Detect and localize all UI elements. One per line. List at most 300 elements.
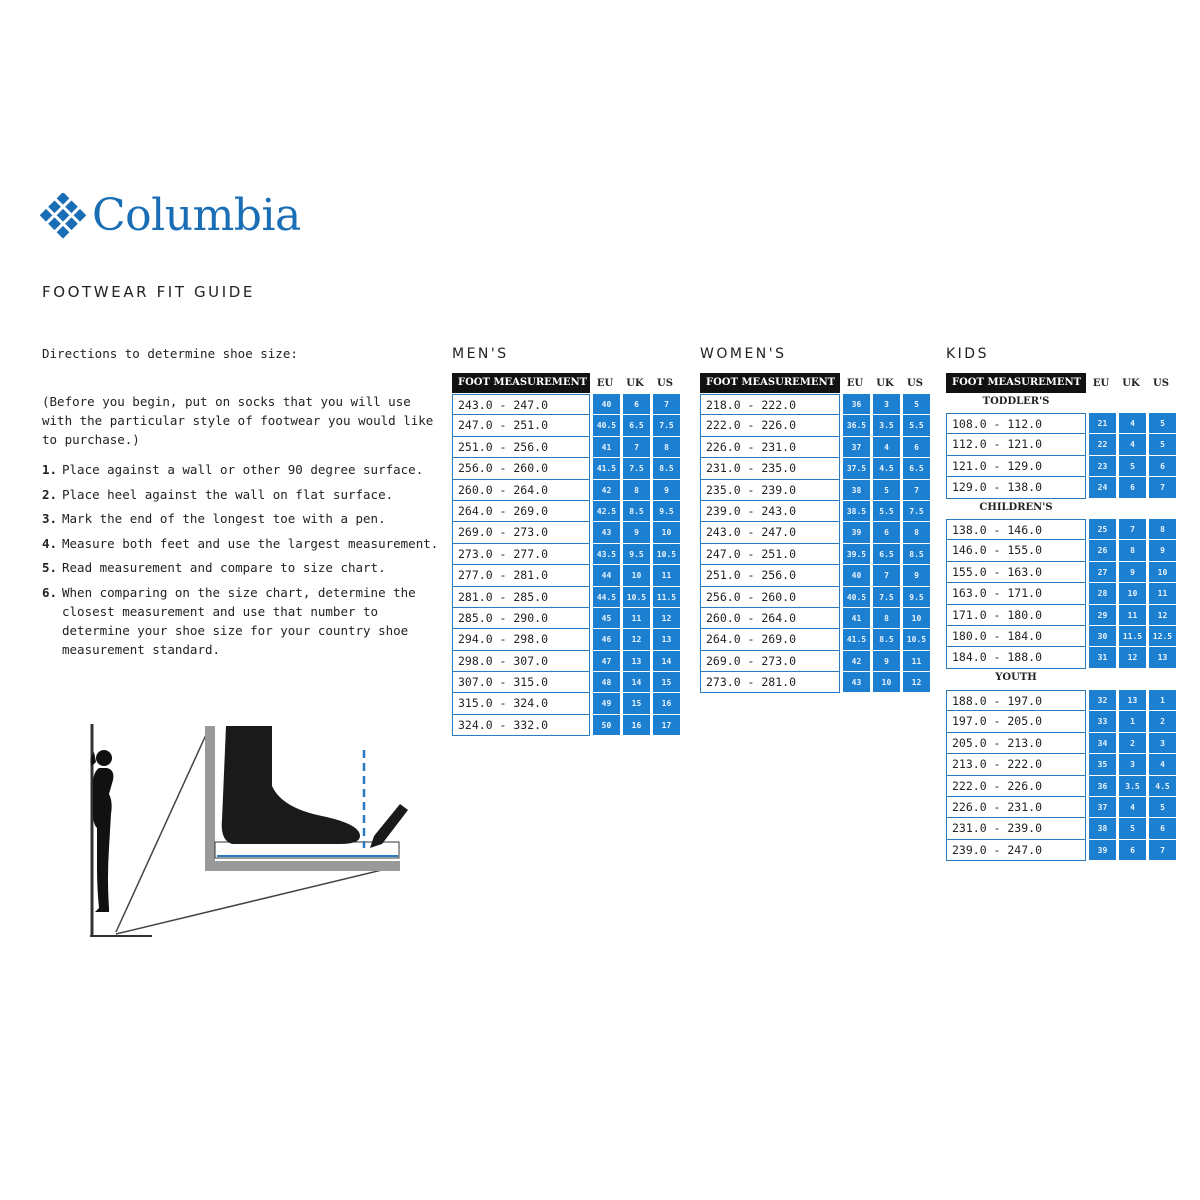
- uk-size-cell: 5: [1119, 456, 1146, 477]
- step-item: [42, 583, 442, 659]
- table-row: [946, 583, 1176, 604]
- step-text: Measure both feet and use the largest measurement.: [62, 535, 439, 551]
- step-number: 3.: [42, 511, 58, 526]
- toddlers-label: TODDLER'S: [982, 396, 1050, 407]
- step-number: 6.: [42, 584, 58, 600]
- table-row: [452, 544, 680, 565]
- us-header: US: [1153, 378, 1169, 389]
- eu-size-cell: 28: [1089, 583, 1116, 604]
- us-size-cell: 7.5: [903, 501, 930, 522]
- eu-size-cell: 25: [1089, 519, 1116, 540]
- eu-size-cell: 44.5: [593, 587, 620, 608]
- table-row: [946, 413, 1176, 434]
- us-size-cell: 8: [903, 522, 930, 543]
- us-size-cell: 5.5: [903, 415, 930, 436]
- us-size-cell: 12.5: [1149, 626, 1176, 647]
- us-size-cell: 7: [653, 394, 680, 415]
- foot-measurement-illustration: [82, 720, 412, 942]
- step-text: When comparing on the size chart, determine the closest measurement and use that number to determine your shoe size for your country shoe measurement standard.: [62, 584, 416, 657]
- step-item: [42, 485, 442, 504]
- us-size-cell: 15: [653, 672, 680, 693]
- us-size-cell: 13: [653, 629, 680, 650]
- table-row: [946, 797, 1176, 818]
- foot-measurement-header: FOOT MEASUREMENT: [700, 373, 840, 393]
- foot-measurement-cell: 231.0 - 235.0: [700, 458, 840, 479]
- eu-size-cell: 38.5: [843, 501, 870, 522]
- eu-size-cell: 42: [593, 480, 620, 501]
- foot-measurement-cell: 315.0 - 324.0: [452, 693, 590, 714]
- uk-size-cell: 6: [1119, 840, 1146, 861]
- kids-table-header: [946, 373, 1176, 393]
- uk-size-cell: 13: [623, 651, 650, 672]
- step-text: Place against a wall or other 90 degree surface.: [62, 462, 424, 477]
- table-row: [452, 672, 680, 693]
- uk-size-cell: 7: [873, 565, 900, 586]
- table-row: [946, 540, 1176, 561]
- foot-measurement-cell: 251.0 - 256.0: [700, 565, 840, 586]
- eu-size-cell: 30: [1089, 626, 1116, 647]
- table-row: [946, 605, 1176, 626]
- foot-measurement-cell: 231.0 - 239.0: [946, 818, 1086, 839]
- step-item: [42, 534, 442, 553]
- foot-measurement-cell: 243.0 - 247.0: [452, 394, 590, 415]
- eu-size-cell: 24: [1089, 477, 1116, 498]
- eu-size-cell: 39: [1089, 840, 1116, 861]
- foot-measurement-cell: 298.0 - 307.0: [452, 651, 590, 672]
- step-number: 1.: [42, 462, 58, 477]
- table-row: [452, 394, 680, 415]
- us-size-cell: 9.5: [653, 501, 680, 522]
- table-row: [700, 544, 930, 565]
- table-row: [700, 565, 930, 586]
- uk-size-cell: 3: [1119, 754, 1146, 775]
- eu-size-cell: 42.5: [593, 501, 620, 522]
- mens-size-table: [452, 394, 680, 736]
- us-size-cell: 5: [1149, 797, 1176, 818]
- us-size-cell: 4: [1149, 754, 1176, 775]
- table-row: [946, 647, 1176, 668]
- foot-measurement-cell: 129.0 - 138.0: [946, 477, 1086, 498]
- foot-measurement-cell: 108.0 - 112.0: [946, 413, 1086, 434]
- eu-size-cell: 38: [843, 480, 870, 501]
- uk-size-cell: 15: [623, 693, 650, 714]
- us-size-cell: 1: [1149, 690, 1176, 711]
- uk-size-cell: 12: [623, 629, 650, 650]
- eu-header: EU: [596, 378, 614, 389]
- directions-title: Directions to determine shoe size:: [42, 346, 298, 361]
- us-size-cell: 10: [1149, 562, 1176, 583]
- person-silhouette-icon: [90, 750, 113, 912]
- foot-measurement-cell: 264.0 - 269.0: [452, 501, 590, 522]
- us-size-cell: 8: [653, 437, 680, 458]
- table-row: [946, 434, 1176, 455]
- foot-measurement-cell: 277.0 - 281.0: [452, 565, 590, 586]
- uk-size-cell: 7.5: [623, 458, 650, 479]
- foot-measurement-cell: 163.0 - 171.0: [946, 583, 1086, 604]
- uk-size-cell: 13: [1119, 690, 1146, 711]
- foot-measurement-cell: 260.0 - 264.0: [452, 480, 590, 501]
- us-size-cell: 7: [1149, 840, 1176, 861]
- table-row: [700, 651, 930, 672]
- youth-size-table: [946, 690, 1176, 861]
- us-size-cell: 10: [653, 522, 680, 543]
- us-header: US: [657, 378, 673, 389]
- us-size-cell: 14: [653, 651, 680, 672]
- step-text: Read measurement and compare to size chart.: [62, 560, 386, 575]
- foot-measurement-cell: 269.0 - 273.0: [452, 522, 590, 543]
- diamond-logo-icon: [40, 193, 86, 239]
- eu-size-cell: 37: [1089, 797, 1116, 818]
- foot-measurement-cell: 155.0 - 163.0: [946, 562, 1086, 583]
- table-row: [946, 711, 1176, 732]
- foot-measurement-header: FOOT MEASUREMENT: [946, 373, 1086, 393]
- foot-measurement-cell: 260.0 - 264.0: [700, 608, 840, 629]
- foot-measurement-cell: 256.0 - 260.0: [452, 458, 590, 479]
- us-size-cell: 11.5: [653, 587, 680, 608]
- us-size-cell: 9: [653, 480, 680, 501]
- table-row: [452, 415, 680, 436]
- uk-size-cell: 5: [1119, 818, 1146, 839]
- table-row: [452, 458, 680, 479]
- eu-size-cell: 41: [593, 437, 620, 458]
- us-size-cell: 6: [1149, 818, 1176, 839]
- uk-size-cell: 8.5: [623, 501, 650, 522]
- foot-measurement-cell: 264.0 - 269.0: [700, 629, 840, 650]
- table-row: [700, 608, 930, 629]
- step-number: 5.: [42, 560, 58, 575]
- uk-size-cell: 9: [873, 651, 900, 672]
- uk-size-cell: 12: [1119, 647, 1146, 668]
- foot-measurement-cell: 218.0 - 222.0: [700, 394, 840, 415]
- eu-size-cell: 36: [1089, 776, 1116, 797]
- toddlers-size-table: [946, 413, 1176, 499]
- uk-size-cell: 1: [1119, 711, 1146, 732]
- us-size-cell: 10.5: [903, 629, 930, 650]
- uk-size-cell: 11: [1119, 605, 1146, 626]
- us-size-cell: 2: [1149, 711, 1176, 732]
- table-row: [946, 626, 1176, 647]
- us-size-cell: 7.5: [653, 415, 680, 436]
- uk-size-cell: 7: [623, 437, 650, 458]
- eu-size-cell: 50: [593, 715, 620, 736]
- foot-measurement-cell: 188.0 - 197.0: [946, 690, 1086, 711]
- eu-size-cell: 26: [1089, 540, 1116, 561]
- us-size-cell: 3: [1149, 733, 1176, 754]
- eu-size-cell: 23: [1089, 456, 1116, 477]
- foot-measurement-cell: 222.0 - 226.0: [700, 415, 840, 436]
- table-row: [700, 480, 930, 501]
- uk-size-cell: 3.5: [873, 415, 900, 436]
- foot-measurement-cell: 180.0 - 184.0: [946, 626, 1086, 647]
- foot-measurement-cell: 239.0 - 243.0: [700, 501, 840, 522]
- foot-measurement-cell: 256.0 - 260.0: [700, 587, 840, 608]
- eu-size-cell: 37: [843, 437, 870, 458]
- eu-size-cell: 46: [593, 629, 620, 650]
- eu-size-cell: 43: [593, 522, 620, 543]
- step-item: [42, 558, 442, 577]
- table-row: [452, 629, 680, 650]
- table-row: [946, 840, 1176, 861]
- table-row: [700, 587, 930, 608]
- eu-size-cell: 44: [593, 565, 620, 586]
- foot-measurement-cell: 205.0 - 213.0: [946, 733, 1086, 754]
- eu-size-cell: 39: [843, 522, 870, 543]
- eu-size-cell: 27: [1089, 562, 1116, 583]
- uk-size-cell: 6.5: [623, 415, 650, 436]
- foot-measurement-cell: 146.0 - 155.0: [946, 540, 1086, 561]
- uk-size-cell: 3: [873, 394, 900, 415]
- foot-measurement-cell: 226.0 - 231.0: [946, 797, 1086, 818]
- table-row: [946, 776, 1176, 797]
- us-size-cell: 5: [1149, 413, 1176, 434]
- uk-size-cell: 10: [1119, 583, 1146, 604]
- eu-size-cell: 36.5: [843, 415, 870, 436]
- table-row: [452, 715, 680, 736]
- us-size-cell: 4.5: [1149, 776, 1176, 797]
- uk-size-cell: 4: [1119, 434, 1146, 455]
- us-size-cell: 5: [1149, 434, 1176, 455]
- foot-measurement-cell: 226.0 - 231.0: [700, 437, 840, 458]
- eu-size-cell: 34: [1089, 733, 1116, 754]
- eu-size-cell: 31: [1089, 647, 1116, 668]
- eu-size-cell: 40: [843, 565, 870, 586]
- foot-icon: [222, 726, 360, 844]
- table-row: [946, 477, 1176, 498]
- foot-measurement-cell: 273.0 - 281.0: [700, 672, 840, 693]
- uk-size-cell: 7: [1119, 519, 1146, 540]
- uk-size-cell: 11.5: [1119, 626, 1146, 647]
- table-row: [946, 690, 1176, 711]
- eu-size-cell: 47: [593, 651, 620, 672]
- table-row: [700, 437, 930, 458]
- table-row: [700, 629, 930, 650]
- us-size-cell: 11: [1149, 583, 1176, 604]
- uk-size-cell: 6.5: [873, 544, 900, 565]
- foot-measurement-cell: 197.0 - 205.0: [946, 711, 1086, 732]
- brand-name: Columbia: [92, 190, 301, 241]
- uk-size-cell: 10: [623, 565, 650, 586]
- foot-measurement-cell: 138.0 - 146.0: [946, 519, 1086, 540]
- eu-size-cell: 33: [1089, 711, 1116, 732]
- eu-size-cell: 35: [1089, 754, 1116, 775]
- eu-size-cell: 43: [843, 672, 870, 693]
- foot-measurement-cell: 247.0 - 251.0: [452, 415, 590, 436]
- foot-measurement-cell: 171.0 - 180.0: [946, 605, 1086, 626]
- us-size-cell: 8.5: [653, 458, 680, 479]
- uk-size-cell: 8: [873, 608, 900, 629]
- womens-size-table: [700, 394, 930, 693]
- eu-size-cell: 37.5: [843, 458, 870, 479]
- pen-icon: [370, 804, 408, 848]
- foot-measurement-cell: 239.0 - 247.0: [946, 840, 1086, 861]
- uk-size-cell: 14: [623, 672, 650, 693]
- eu-size-cell: 38: [1089, 818, 1116, 839]
- eu-size-cell: 29: [1089, 605, 1116, 626]
- womens-title: WOMEN'S: [700, 346, 787, 362]
- directions-intro: (Before you begin, put on socks that you will use with the particular style of footwear you would like to purchase.): [42, 394, 434, 447]
- eu-size-cell: 21: [1089, 413, 1116, 434]
- table-row: [946, 562, 1176, 583]
- table-row: [452, 587, 680, 608]
- foot-measurement-cell: 294.0 - 298.0: [452, 629, 590, 650]
- eu-size-cell: 40.5: [843, 587, 870, 608]
- table-row: [700, 415, 930, 436]
- eu-size-cell: 36: [843, 394, 870, 415]
- us-size-cell: 10: [903, 608, 930, 629]
- eu-header: EU: [1092, 378, 1110, 389]
- page-title: FOOTWEAR FIT GUIDE: [42, 283, 256, 301]
- eu-size-cell: 45: [593, 608, 620, 629]
- us-size-cell: 9: [1149, 540, 1176, 561]
- us-size-cell: 6: [903, 437, 930, 458]
- us-size-cell: 6: [1149, 456, 1176, 477]
- table-row: [700, 522, 930, 543]
- table-row: [452, 480, 680, 501]
- table-row: [946, 818, 1176, 839]
- foot-measurement-cell: 324.0 - 332.0: [452, 715, 590, 736]
- us-size-cell: 5: [903, 394, 930, 415]
- foot-measurement-cell: 251.0 - 256.0: [452, 437, 590, 458]
- foot-measurement-header: FOOT MEASUREMENT: [452, 373, 590, 393]
- table-row: [700, 501, 930, 522]
- uk-size-cell: 6: [623, 394, 650, 415]
- mens-title: MEN'S: [452, 346, 509, 362]
- eu-size-cell: 41: [843, 608, 870, 629]
- eu-size-cell: 41.5: [593, 458, 620, 479]
- uk-size-cell: 4: [1119, 797, 1146, 818]
- eu-size-cell: 39.5: [843, 544, 870, 565]
- table-row: [946, 519, 1176, 540]
- us-size-cell: 6.5: [903, 458, 930, 479]
- uk-size-cell: 3.5: [1119, 776, 1146, 797]
- uk-size-cell: 16: [623, 715, 650, 736]
- foot-measurement-cell: 235.0 - 239.0: [700, 480, 840, 501]
- eu-size-cell: 49: [593, 693, 620, 714]
- us-size-cell: 12: [653, 608, 680, 629]
- table-row: [452, 501, 680, 522]
- uk-size-cell: 9.5: [623, 544, 650, 565]
- step-text: Mark the end of the longest toe with a pen.: [62, 511, 386, 526]
- foot-measurement-cell: 184.0 - 188.0: [946, 647, 1086, 668]
- us-size-cell: 7: [1149, 477, 1176, 498]
- childrens-size-table: [946, 519, 1176, 669]
- uk-size-cell: 4: [873, 437, 900, 458]
- table-row: [452, 651, 680, 672]
- step-item: [42, 460, 442, 479]
- foot-measurement-cell: 281.0 - 285.0: [452, 587, 590, 608]
- foot-measurement-cell: 307.0 - 315.0: [452, 672, 590, 693]
- table-row: [700, 394, 930, 415]
- uk-size-cell: 4.5: [873, 458, 900, 479]
- foot-measurement-cell: 213.0 - 222.0: [946, 754, 1086, 775]
- us-size-cell: 7: [903, 480, 930, 501]
- us-size-cell: 11: [653, 565, 680, 586]
- foot-measurement-cell: 247.0 - 251.0: [700, 544, 840, 565]
- table-row: [452, 522, 680, 543]
- uk-header: UK: [626, 378, 644, 389]
- womens-table-header: [700, 373, 930, 393]
- table-row: [700, 458, 930, 479]
- table-row: [946, 754, 1176, 775]
- uk-header: UK: [876, 378, 894, 389]
- uk-size-cell: 6: [873, 522, 900, 543]
- directions-steps: [42, 460, 442, 664]
- us-size-cell: 8.5: [903, 544, 930, 565]
- columbia-logo: [40, 190, 301, 241]
- eu-size-cell: 40: [593, 394, 620, 415]
- uk-size-cell: 8: [1119, 540, 1146, 561]
- foot-measurement-cell: 269.0 - 273.0: [700, 651, 840, 672]
- table-row: [452, 608, 680, 629]
- step-number: 2.: [42, 486, 58, 502]
- eu-size-cell: 40.5: [593, 415, 620, 436]
- uk-size-cell: 10.5: [623, 587, 650, 608]
- childrens-label: CHILDREN'S: [979, 502, 1053, 513]
- mens-table-header: [452, 373, 680, 393]
- eu-size-cell: 41.5: [843, 629, 870, 650]
- uk-size-cell: 7.5: [873, 587, 900, 608]
- table-row: [452, 565, 680, 586]
- us-size-cell: 8: [1149, 519, 1176, 540]
- us-size-cell: 17: [653, 715, 680, 736]
- foot-measurement-cell: 121.0 - 129.0: [946, 456, 1086, 477]
- us-size-cell: 11: [903, 651, 930, 672]
- foot-measurement-cell: 243.0 - 247.0: [700, 522, 840, 543]
- table-row: [452, 437, 680, 458]
- eu-size-cell: 42: [843, 651, 870, 672]
- uk-size-cell: 9: [1119, 562, 1146, 583]
- eu-header: EU: [846, 378, 864, 389]
- youth-label: YOUTH: [995, 672, 1037, 683]
- us-size-cell: 9: [903, 565, 930, 586]
- foot-measurement-cell: 112.0 - 121.0: [946, 434, 1086, 455]
- uk-size-cell: 11: [623, 608, 650, 629]
- uk-size-cell: 8: [623, 480, 650, 501]
- table-row: [700, 672, 930, 693]
- uk-size-cell: 5.5: [873, 501, 900, 522]
- us-size-cell: 13: [1149, 647, 1176, 668]
- step-text: Place heel against the wall on flat surface.: [62, 486, 394, 502]
- us-header: US: [907, 378, 923, 389]
- eu-size-cell: 32: [1089, 690, 1116, 711]
- kids-title: KIDS: [946, 346, 989, 362]
- uk-size-cell: 8.5: [873, 629, 900, 650]
- eu-size-cell: 48: [593, 672, 620, 693]
- foot-measurement-cell: 273.0 - 277.0: [452, 544, 590, 565]
- uk-size-cell: 9: [623, 522, 650, 543]
- step-number: 4.: [42, 535, 58, 551]
- uk-size-cell: 6: [1119, 477, 1146, 498]
- table-row: [452, 693, 680, 714]
- foot-measurement-cell: 222.0 - 226.0: [946, 776, 1086, 797]
- us-size-cell: 9.5: [903, 587, 930, 608]
- eu-size-cell: 22: [1089, 434, 1116, 455]
- uk-header: UK: [1122, 378, 1140, 389]
- table-row: [946, 733, 1176, 754]
- us-size-cell: 10.5: [653, 544, 680, 565]
- uk-size-cell: 2: [1119, 733, 1146, 754]
- us-size-cell: 12: [1149, 605, 1176, 626]
- uk-size-cell: 5: [873, 480, 900, 501]
- us-size-cell: 16: [653, 693, 680, 714]
- uk-size-cell: 10: [873, 672, 900, 693]
- foot-measurement-cell: 285.0 - 290.0: [452, 608, 590, 629]
- table-row: [946, 456, 1176, 477]
- step-item: [42, 509, 442, 528]
- us-size-cell: 12: [903, 672, 930, 693]
- uk-size-cell: 4: [1119, 413, 1146, 434]
- eu-size-cell: 43.5: [593, 544, 620, 565]
